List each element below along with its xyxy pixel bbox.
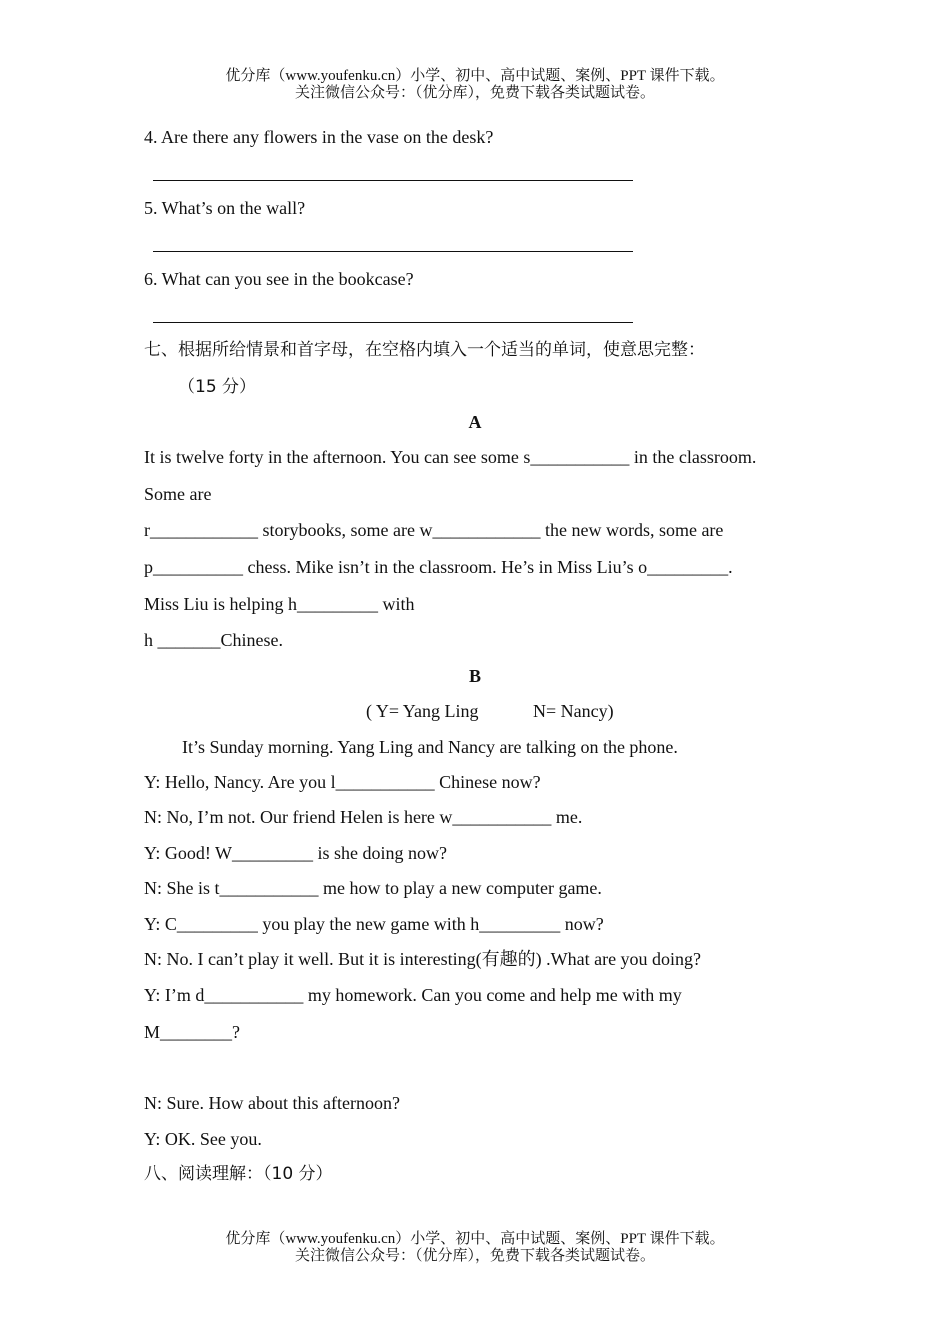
part-a-line: Miss Liu is helping h_________ with [144, 594, 415, 614]
dialogue-line: Y: Hello, Nancy. Are you l___________ Chinese now? [144, 772, 541, 792]
answer-line-5 [153, 251, 633, 252]
answer-line-4 [153, 180, 633, 181]
footer-line-1: 优分库（www.youfenku.cn）小学、初中、高中试题、案例、PPT 课件下载。 [225, 1231, 725, 1247]
speakers-key-y: ( Y= Yang Ling [366, 701, 479, 721]
dialogue-line: N: No. I can’t play it well. But it is interesting(有趣的) .What are you doing? [144, 949, 702, 969]
part-a-line: It is twelve forty in the afternoon. You can see some s___________ in the classroom. [144, 447, 757, 467]
dialogue-line: N: No, I’m not. Our friend Helen is here w___________ me. [144, 807, 583, 827]
part-b-intro: It’s Sunday morning. Yang Ling and Nancy are talking on the phone. [182, 737, 678, 757]
part-a-line: r____________ storybooks, some are w____________ the new words, some are [144, 520, 724, 540]
part-b-heading: B [468, 666, 481, 686]
header-line-2: 关注微信公众号：（优分库），免费下载各类试题试卷。 [294, 85, 655, 101]
dialogue-line: Y: Good! W_________ is she doing now? [144, 843, 447, 863]
question-5: 5. What’s on the wall? [144, 198, 306, 218]
page-footer [0, 1231, 950, 1265]
dialogue-line: N: She is t___________ me how to play a new computer game. [144, 878, 602, 898]
part-a-line: Some are [144, 484, 212, 504]
part-a-heading: A [468, 412, 482, 432]
answer-line-6 [153, 322, 633, 323]
dialogue-line: M________? [144, 1022, 240, 1042]
question-4: 4. Are there any flowers in the vase on the desk? [144, 127, 494, 147]
page-header [0, 68, 950, 102]
section-7-score: （15 分） [178, 377, 257, 397]
dialogue-line: Y: I’m d___________ my homework. Can you come and help me with my [144, 985, 682, 1005]
speakers-key-n: N= Nancy) [533, 701, 614, 721]
part-a-line: h _______Chinese. [144, 630, 283, 650]
question-6: 6. What can you see in the bookcase? [144, 269, 414, 289]
dialogue-line: Y: OK. See you. [144, 1129, 262, 1149]
section-7-title: 七、根据所给情景和首字母，在空格内填入一个适当的单词，使意思完整： [144, 340, 705, 360]
footer-line-2: 关注微信公众号：（优分库），免费下载各类试题试卷。 [294, 1248, 655, 1264]
dialogue-line: Y: C_________ you play the new game with h_________ now? [144, 914, 604, 934]
section-8-title: 八、阅读理解：（10 分） [144, 1164, 333, 1184]
part-a-line: p__________ chess. Mike isn’t in the classroom. He’s in Miss Liu’s o_________. [144, 557, 733, 577]
header-line-1: 优分库（www.youfenku.cn）小学、初中、高中试题、案例、PPT 课件下载。 [225, 68, 725, 84]
dialogue-line: N: Sure. How about this afternoon? [144, 1093, 400, 1113]
